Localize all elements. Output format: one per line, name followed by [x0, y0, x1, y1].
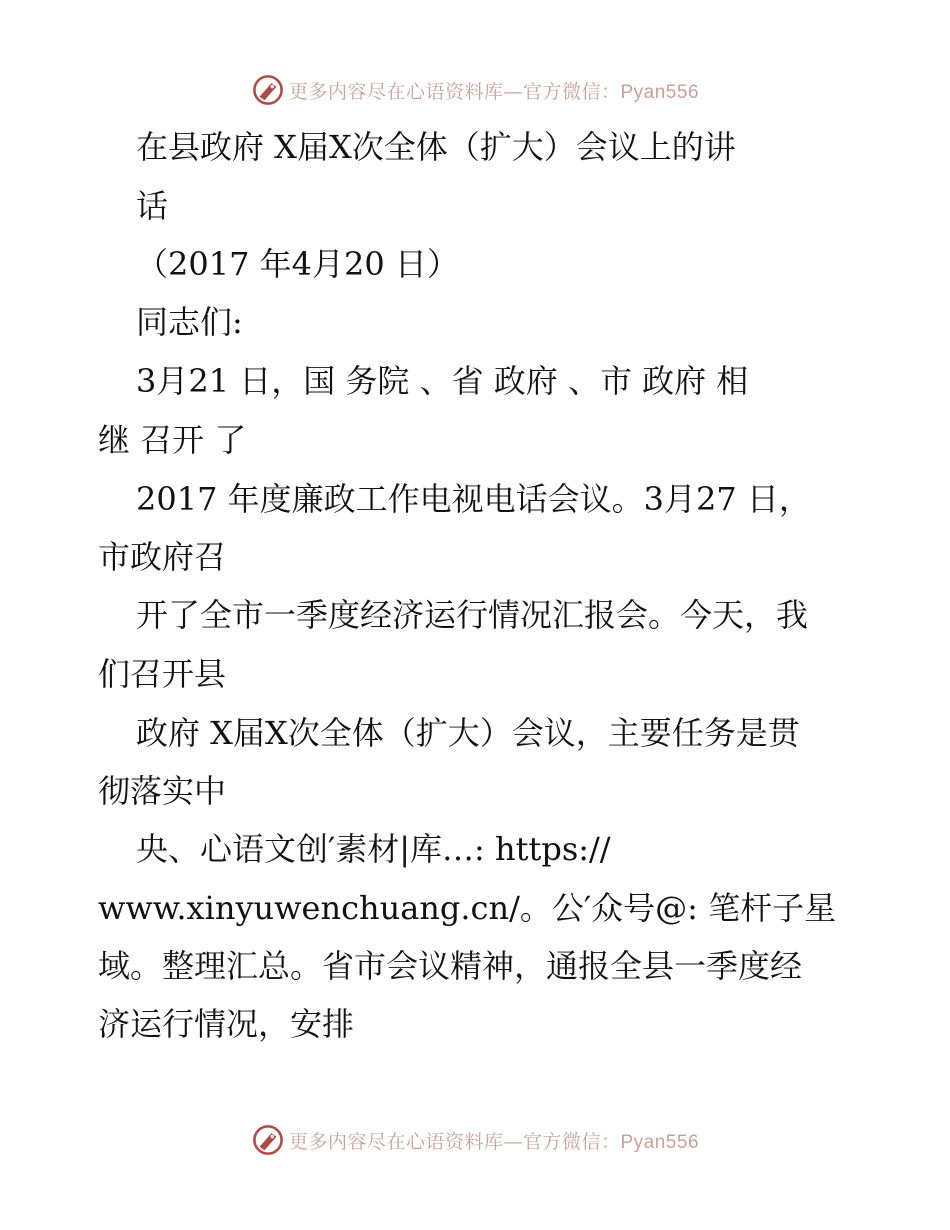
paragraph-line: 政府 X届X次全体（扩大）会议，主要任务是贯: [136, 714, 800, 752]
header-banner: [0, 70, 950, 110]
paragraph-line: 们召开县: [98, 655, 227, 693]
paragraph-line: 彻落实中: [98, 772, 227, 810]
banner-text: 更多内容尽在心语资料库—官方微信：Pyan556: [288, 80, 700, 103]
banner-text: 更多内容尽在心语资料库—官方微信：Pyan556: [288, 1130, 700, 1153]
paragraph-line: 开了全市一季度经济运行情况汇报会。今天，我: [136, 596, 809, 634]
paragraph-line: www.xinyuwenchuang.cn/。公′众号@: 笔杆子星: [98, 889, 837, 927]
paragraph-line: 央、心语文创′素材|库…: https://: [136, 830, 611, 868]
paragraph-line: 济运行情况，安排: [98, 1005, 355, 1043]
pen-nib-logo-icon: [251, 1123, 285, 1157]
paragraph-line: 2017 年度廉政工作电视电话会议。3月27 日，: [136, 480, 811, 518]
document-date: （2017 年4月20 日）: [136, 245, 459, 283]
pen-nib-logo-icon: [251, 73, 285, 107]
footer-banner: [0, 1120, 950, 1160]
document-title-line-1: 在县政府 X届X次全体（扩大）会议上的讲: [136, 128, 736, 166]
paragraph-line: 域。整理汇总。省市会议精神，通报全县一季度经: [98, 947, 803, 985]
paragraph-line: 市政府召: [98, 538, 227, 576]
paragraph-line: 3月21 日，国 务院 、省 政府 、市 政府 相: [136, 362, 749, 400]
document-title-line-2: 话: [136, 187, 169, 225]
salutation: 同志们:: [136, 303, 243, 341]
wechat-account: Pyan556: [620, 1131, 700, 1153]
wechat-account: Pyan556: [620, 81, 700, 103]
paragraph-line: 继 召开 了: [98, 421, 247, 459]
